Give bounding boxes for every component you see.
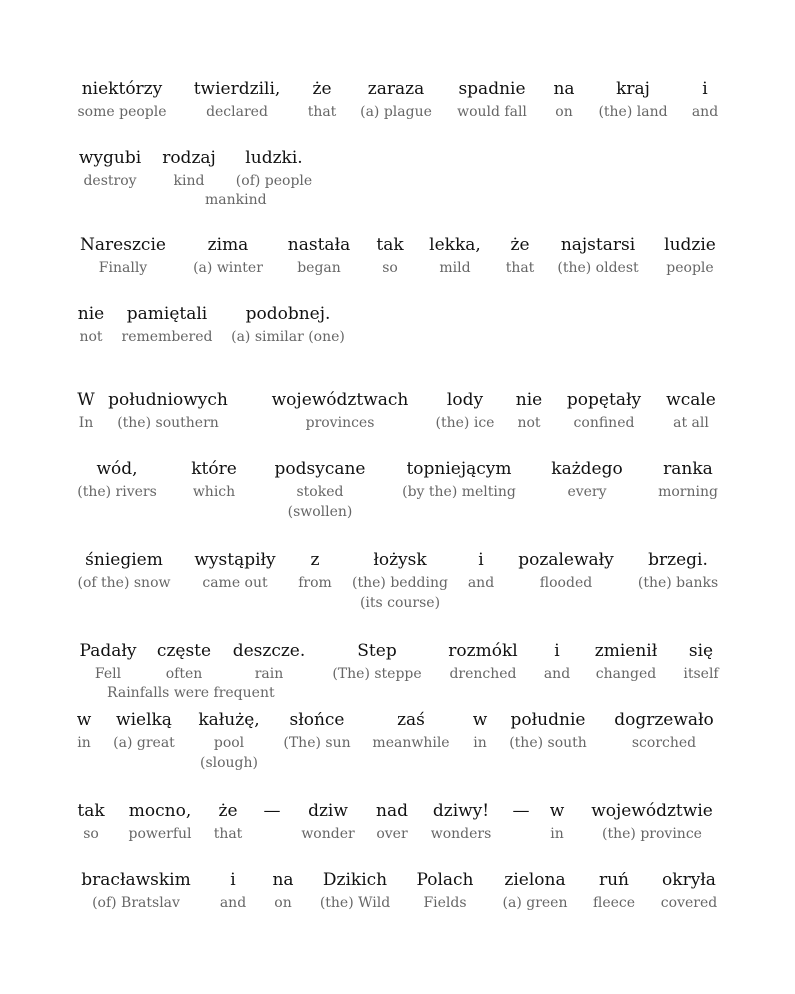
polish-word: ranka <box>663 459 713 479</box>
polish-word: — <box>263 801 281 821</box>
word-pair <box>231 303 345 347</box>
word-pair <box>194 78 281 122</box>
word-pair <box>301 800 354 844</box>
english-gloss: every <box>567 484 607 500</box>
english-gloss: and <box>219 895 247 911</box>
polish-word: Dzikich <box>322 870 388 890</box>
english-gloss: (of) Bratslav <box>92 895 180 911</box>
word-pair <box>567 389 641 433</box>
polish-word: topniejącym <box>406 459 512 479</box>
word-pair <box>553 78 574 122</box>
english-gloss: that <box>505 260 535 276</box>
word-pair <box>509 709 587 753</box>
polish-word: południowych <box>108 390 228 410</box>
english-gloss: (of) people <box>235 173 313 189</box>
english-gloss: not <box>79 329 103 345</box>
english-gloss: came out <box>202 575 268 591</box>
polish-word: słońce <box>289 710 345 730</box>
word-pair <box>664 234 716 278</box>
english-gloss: kind <box>173 173 205 189</box>
polish-word: twierdzili, <box>193 79 281 99</box>
polish-word: i <box>230 870 236 890</box>
text-line <box>77 709 719 769</box>
english-gloss: (The) steppe <box>332 666 422 682</box>
word-pair <box>79 147 141 191</box>
english-gloss: covered <box>660 895 718 911</box>
polish-word: najstarsi <box>560 235 636 255</box>
polish-word: częste <box>156 641 212 661</box>
word-pair <box>544 640 570 684</box>
english-gloss: drenched <box>449 666 517 682</box>
polish-word: popętały <box>566 390 642 410</box>
english-gloss: mild <box>439 260 471 276</box>
polish-word: kraj <box>616 79 650 99</box>
polish-word: dziwy! <box>432 801 490 821</box>
english-gloss: from <box>298 575 332 591</box>
english-gloss: In <box>78 415 94 431</box>
polish-word: ludzki. <box>245 148 303 168</box>
polish-word: z <box>310 550 320 570</box>
english-gloss: (the) Wild <box>319 895 391 911</box>
english-gloss: began <box>297 260 341 276</box>
word-pair <box>593 869 635 913</box>
english-gloss: and <box>691 104 719 120</box>
word-pair <box>77 78 166 122</box>
text-line <box>77 549 719 609</box>
english-gloss: (the) south <box>509 735 587 751</box>
polish-word: w <box>76 710 92 730</box>
polish-word: w <box>549 801 565 821</box>
text-line <box>77 234 719 294</box>
polish-word: Nareszcie <box>80 235 166 255</box>
word-pair <box>416 869 473 913</box>
english-gloss: on <box>274 895 292 911</box>
word-pair <box>332 640 421 684</box>
word-pair <box>666 389 716 433</box>
polish-word: wód, <box>96 459 138 479</box>
polish-word: zima <box>207 235 249 255</box>
english-gloss: Finally <box>98 260 148 276</box>
word-pair <box>191 458 237 502</box>
english-gloss: changed <box>595 666 657 682</box>
word-pair <box>352 549 448 613</box>
english-gloss: (the) southern <box>117 415 219 431</box>
english-gloss: (a) similar (one) <box>231 329 345 345</box>
english-gloss-alt: (slough) <box>199 755 259 771</box>
word-pair <box>214 800 243 844</box>
polish-word: łożysk <box>373 550 427 570</box>
english-gloss: some people <box>77 104 167 120</box>
word-pair <box>81 869 190 913</box>
word-pair <box>376 800 408 844</box>
word-pair <box>457 78 527 122</box>
polish-word: Step <box>357 641 397 661</box>
polish-word: dogrzewało <box>614 710 714 730</box>
english-gloss: in <box>550 826 564 842</box>
polish-word: brzegi. <box>648 550 708 570</box>
word-pair <box>77 800 104 844</box>
word-pair <box>272 389 409 433</box>
text-line <box>77 869 719 929</box>
polish-word: okryła <box>662 870 716 890</box>
english-gloss: morning <box>658 484 718 500</box>
word-pair <box>80 234 166 278</box>
word-pair <box>320 869 390 913</box>
word-pair <box>595 640 657 684</box>
english-gloss: (the) oldest <box>557 260 639 276</box>
english-gloss: that <box>213 826 243 842</box>
text-line <box>77 640 719 700</box>
polish-word: województwie <box>591 801 713 821</box>
english-gloss: in <box>77 735 91 751</box>
text-line <box>77 78 719 138</box>
polish-word: zielona <box>504 870 566 890</box>
word-pair <box>77 389 94 433</box>
english-gloss-alt: (its course) <box>359 595 441 611</box>
word-pair <box>506 234 535 278</box>
english-gloss: (the) ice <box>435 415 495 431</box>
phrase-gloss: Rainfalls were frequent <box>107 685 275 701</box>
text-line <box>77 800 719 860</box>
english-gloss: often <box>165 666 203 682</box>
polish-word: południe <box>510 710 586 730</box>
english-gloss: fleece <box>592 895 636 911</box>
word-pair <box>402 458 516 502</box>
english-gloss: remembered <box>121 329 213 345</box>
polish-word: i <box>554 641 560 661</box>
word-pair <box>516 389 542 433</box>
word-pair <box>122 303 213 347</box>
polish-word: że <box>312 79 332 99</box>
polish-word: zaraza <box>367 79 425 99</box>
english-gloss: (a) great <box>113 735 175 751</box>
polish-word: — <box>512 801 530 821</box>
word-pair <box>551 458 622 502</box>
english-gloss: Fields <box>423 895 467 911</box>
english-gloss-alt: (swollen) <box>287 504 353 520</box>
english-gloss: (a) winter <box>193 260 263 276</box>
polish-word: rozmókl <box>448 641 518 661</box>
word-pair <box>614 709 714 753</box>
word-pair <box>448 640 517 684</box>
polish-word: województwach <box>271 390 409 410</box>
text-line <box>77 389 719 449</box>
polish-word: każdego <box>551 459 623 479</box>
polish-word: kałużę, <box>198 710 260 730</box>
english-gloss: which <box>192 484 236 500</box>
polish-word: wielką <box>116 710 172 730</box>
word-pair <box>658 458 718 502</box>
polish-word: lekka, <box>429 235 481 255</box>
polish-word: podobnej. <box>245 304 331 324</box>
english-gloss: (the) banks <box>637 575 719 591</box>
word-pair <box>80 640 137 684</box>
polish-word: deszcze. <box>232 641 306 661</box>
english-gloss: provinces <box>305 415 375 431</box>
word-pair <box>128 800 191 844</box>
polish-word: i <box>478 550 484 570</box>
word-pair <box>236 147 312 191</box>
word-pair <box>372 709 449 753</box>
english-gloss: in <box>473 735 487 751</box>
polish-word: zmienił <box>594 641 658 661</box>
english-gloss: flooded <box>539 575 593 591</box>
phrase-gloss: mankind <box>205 192 267 208</box>
word-pair <box>518 549 614 593</box>
word-pair <box>557 234 638 278</box>
english-gloss <box>270 824 274 844</box>
polish-word: śniegiem <box>85 550 163 570</box>
polish-word: w <box>472 710 488 730</box>
word-pair <box>468 549 494 593</box>
word-pair <box>473 709 488 753</box>
word-pair <box>78 549 171 593</box>
word-pair <box>376 234 403 278</box>
word-pair <box>157 640 211 684</box>
english-gloss: itself <box>683 666 719 682</box>
polish-word: które <box>191 459 237 479</box>
polish-word: spadnie <box>458 79 526 99</box>
word-pair <box>233 640 306 684</box>
word-pair <box>108 389 228 433</box>
word-pair <box>513 800 530 844</box>
polish-word: zaś <box>397 710 425 730</box>
word-pair <box>288 234 350 278</box>
polish-word: Padały <box>79 641 137 661</box>
english-gloss: (of the) snow <box>77 575 171 591</box>
english-gloss: wonders <box>430 826 492 842</box>
english-gloss: at all <box>673 415 709 431</box>
polish-word: na <box>553 79 575 99</box>
word-pair <box>77 458 157 502</box>
english-gloss: (the) province <box>602 826 702 842</box>
word-pair <box>77 709 92 753</box>
polish-word: nie <box>77 304 105 324</box>
english-gloss: and <box>543 666 571 682</box>
english-gloss: (the) rivers <box>77 484 157 500</box>
text-line <box>77 147 719 207</box>
english-gloss: (the) bedding <box>352 575 448 591</box>
word-pair <box>661 869 717 913</box>
word-pair <box>550 800 565 844</box>
polish-word: nad <box>376 801 408 821</box>
polish-word: na <box>272 870 294 890</box>
text-line <box>77 458 719 518</box>
english-gloss: wonder <box>301 826 355 842</box>
word-pair <box>431 800 492 844</box>
word-pair <box>591 800 713 844</box>
english-gloss: confined <box>573 415 635 431</box>
english-gloss: (the) land <box>598 104 668 120</box>
word-pair <box>692 78 718 122</box>
english-gloss: would fall <box>457 104 527 120</box>
polish-word: pamiętali <box>126 304 208 324</box>
polish-word: pozalewały <box>518 550 614 570</box>
english-gloss: people <box>666 260 714 276</box>
polish-word: dziw <box>308 801 348 821</box>
english-gloss: powerful <box>128 826 192 842</box>
polish-word: Polach <box>416 870 474 890</box>
polish-word: że <box>510 235 530 255</box>
polish-word: podsycane <box>274 459 366 479</box>
word-pair <box>198 709 259 773</box>
polish-word: mocno, <box>128 801 192 821</box>
english-gloss: on <box>555 104 573 120</box>
polish-word: nie <box>515 390 543 410</box>
word-pair <box>283 709 350 753</box>
word-pair <box>275 458 366 522</box>
polish-word: wystąpiły <box>194 550 276 570</box>
polish-word: że <box>218 801 238 821</box>
word-pair <box>638 549 718 593</box>
english-gloss: so <box>382 260 398 276</box>
polish-word: rodzaj <box>162 148 216 168</box>
word-pair <box>436 389 495 433</box>
polish-word: ruń <box>598 870 630 890</box>
english-gloss: so <box>83 826 99 842</box>
english-gloss: (by the) melting <box>402 484 516 500</box>
english-gloss <box>519 824 523 844</box>
english-gloss: stoked <box>296 484 344 500</box>
word-pair <box>193 234 263 278</box>
polish-word: wcale <box>666 390 716 410</box>
polish-word: nastała <box>287 235 351 255</box>
english-gloss: (a) green <box>502 895 568 911</box>
polish-word: bracławskim <box>81 870 191 890</box>
word-pair <box>78 303 104 347</box>
english-gloss: (a) plague <box>360 104 432 120</box>
polish-word: lody <box>446 390 484 410</box>
english-gloss: (The) sun <box>283 735 351 751</box>
word-pair <box>429 234 481 278</box>
english-gloss: rain <box>254 666 284 682</box>
polish-word: tak <box>376 235 404 255</box>
polish-word: W <box>77 390 95 410</box>
polish-word: tak <box>77 801 105 821</box>
english-gloss: not <box>517 415 541 431</box>
word-pair <box>264 800 281 844</box>
english-gloss: meanwhile <box>372 735 450 751</box>
english-gloss: Fell <box>94 666 122 682</box>
word-pair <box>360 78 432 122</box>
english-gloss: declared <box>206 104 268 120</box>
text-line <box>77 303 719 363</box>
word-pair <box>194 549 275 593</box>
english-gloss: pool <box>213 735 245 751</box>
english-gloss: scorched <box>631 735 697 751</box>
polish-word: niektórzy <box>81 79 163 99</box>
word-pair <box>272 869 293 913</box>
word-pair <box>503 869 568 913</box>
word-pair <box>683 640 718 684</box>
word-pair <box>298 549 332 593</box>
english-gloss: and <box>467 575 495 591</box>
polish-word: i <box>702 79 708 99</box>
polish-word: się <box>688 641 714 661</box>
word-pair <box>162 147 216 191</box>
english-gloss: over <box>376 826 408 842</box>
english-gloss: destroy <box>83 173 137 189</box>
word-pair <box>598 78 667 122</box>
word-pair <box>220 869 246 913</box>
polish-word: wygubi <box>78 148 142 168</box>
polish-word: ludzie <box>664 235 716 255</box>
word-pair <box>113 709 175 753</box>
word-pair <box>308 78 337 122</box>
english-gloss: that <box>307 104 337 120</box>
